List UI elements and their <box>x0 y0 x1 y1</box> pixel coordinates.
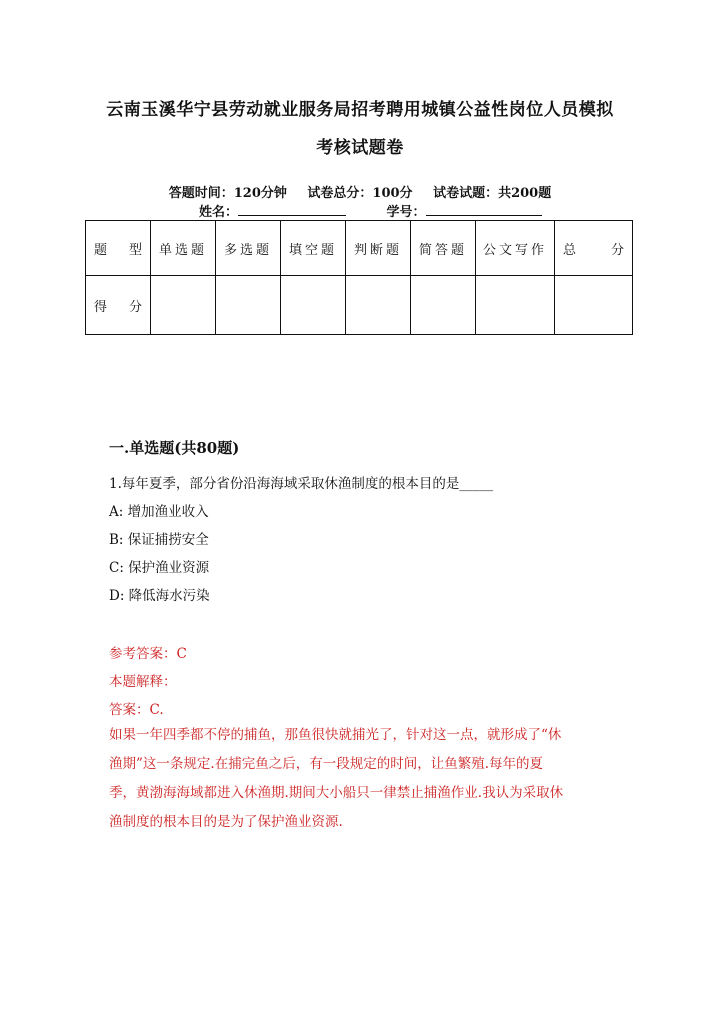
exam-time: 答题时间：120分钟 <box>168 186 287 201</box>
score-cell <box>281 276 346 335</box>
reference-answer: 参考答案：C <box>109 646 187 662</box>
section-heading: 一.单选题(共80题) <box>109 439 240 457</box>
id-blank <box>426 203 542 216</box>
explanation-line: 渔期”这一条规定.在捕完鱼之后，有一段规定的时间，让鱼繁殖.每年的夏 <box>109 756 543 772</box>
option-b: B: 保证捕捞安全 <box>109 532 209 548</box>
answer-line: 答案：C. <box>109 702 164 718</box>
col-multi-choice: 多选题 <box>216 221 281 276</box>
col-single-choice: 单选题 <box>151 221 216 276</box>
exam-question-count: 试卷试题：共200题 <box>433 186 552 201</box>
exam-meta <box>0 182 720 201</box>
option-c: C: 保护渔业资源 <box>109 560 210 576</box>
explanation-line: 渔制度的根本目的是为了保护渔业资源. <box>109 814 343 830</box>
score-cell <box>216 276 281 335</box>
col-document-writing: 公文写作 <box>476 221 555 276</box>
name-label: 姓名： <box>199 205 239 220</box>
explanation-line: 季，黄渤海海域都进入休渔期.期间大小船只一律禁止捕渔作业.我认为采取休 <box>109 785 564 801</box>
score-table <box>85 220 633 335</box>
col-short-answer: 简答题 <box>411 221 476 276</box>
header-total-cell: 总 分 <box>555 221 633 276</box>
explanation-paragraph <box>109 721 609 837</box>
explanation-line: 如果一年四季都不停的捕鱼，那鱼很快就捕光了，针对这一点，就形成了“休 <box>109 727 562 743</box>
name-blank <box>238 203 346 216</box>
header-label-cell: 题 型 <box>86 221 151 276</box>
score-cell <box>151 276 216 335</box>
col-true-false: 判断题 <box>346 221 411 276</box>
explanation-label: 本题解释： <box>109 674 177 690</box>
score-cell <box>555 276 633 335</box>
option-a: A: 增加渔业收入 <box>109 504 209 520</box>
score-cell <box>411 276 476 335</box>
option-d: D: 降低海水污染 <box>109 588 210 604</box>
question-text: 1.每年夏季，部分省份沿海海域采取休渔制度的根本目的是_____ <box>109 476 494 492</box>
exam-title-line-2: 考核试题卷 <box>316 138 404 158</box>
student-info <box>199 201 542 220</box>
score-table-score-row <box>86 276 633 335</box>
col-fill-blank: 填空题 <box>281 221 346 276</box>
id-label: 学号： <box>386 205 426 220</box>
score-label-cell: 得 分 <box>86 276 151 335</box>
exam-title-line-1: 云南玉溪华宁县劳动就业服务局招考聘用城镇公益性岗位人员模拟 <box>106 100 614 120</box>
score-cell <box>476 276 555 335</box>
score-table-header-row <box>86 221 633 276</box>
score-cell <box>346 276 411 335</box>
exam-total-score: 试卷总分：100分 <box>307 186 413 201</box>
